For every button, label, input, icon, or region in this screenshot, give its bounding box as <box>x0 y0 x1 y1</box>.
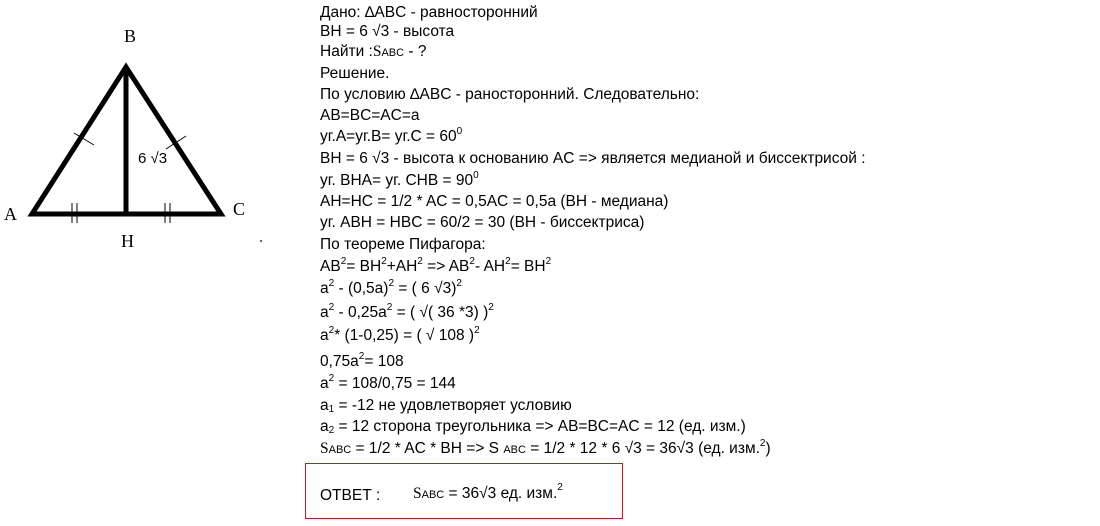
equation-2: $a^2 - 0,25a^2$ = ( √( 36 *3) )$^2$ <box>320 302 494 321</box>
bh-height-line: BH = 6 √3 - высота к основанию AC => является медианой и биссектрисой : <box>320 150 866 167</box>
pythagoras-heading: По теореме Пифагора: <box>320 236 486 253</box>
vertex-label-a: A <box>4 204 17 224</box>
area-line: SABC = 1/2 * AC * BH => S ABC = 1/2 * 12 * 6 √3 = 36√3 (ед. изм.$^2$) <box>320 438 771 457</box>
sides-equal-line: AB=BC=AC=a <box>320 107 420 124</box>
vertex-label-c: C <box>233 199 246 219</box>
equation-3: $a^2*$ (1-0,25) = ( √ 108 )$^2$ <box>320 325 480 344</box>
solution-heading: Решение. <box>320 65 390 82</box>
condition-line: По условию ∆ABC - раносторонний. Следовательно: <box>320 86 700 103</box>
root-2-line: $a_2 = 12$ сторона треугольника => AB=BC=AC = 12 (ед. изм.) <box>320 418 746 436</box>
median-line: AH=HC = 1/2 * AC = 0,5AC = 0,5a (BH - медиана) <box>320 193 669 210</box>
triangle-figure <box>0 0 300 260</box>
equation-1: $a^2 - (0,5a)^2$ = ( 6 √3)$^2$ <box>320 278 462 297</box>
find-line: Найти :SABC - ? <box>320 43 427 60</box>
root-1-line: $a_1 = -12$ не удовлетворяет условию <box>320 397 572 415</box>
stray-dot <box>260 240 262 242</box>
given-line: Дано: ∆ABC - равносторонний <box>320 4 538 21</box>
angles-line: $уг.A=уг.B= уг.C = 60^0$ <box>320 126 463 145</box>
pythagoras-equation: $AB^2= BH^2+AH^2 => AB^2-$ $AH^2= BH^2$ <box>320 256 552 275</box>
height-label: 6 √3 <box>138 150 168 167</box>
answer-formula: SABC = 36√3 ед. изм.$^2$ <box>413 482 563 502</box>
equation-5: $a^2 = 108/0,75 = 144$ <box>320 373 456 392</box>
equation-4: $0,75a^2= 108$ <box>320 351 404 370</box>
vertex-label-b: B <box>124 26 137 46</box>
vertex-label-h: H <box>121 231 134 251</box>
bh-line: BH = 6 √3 - высота <box>320 23 455 40</box>
right-angles-line: уг. BHA= уг. CHB = $90^0$ <box>320 170 479 189</box>
bisector-line: уг. ABH = HBC = 60/2 = 30 (BH - биссектриса) <box>320 214 645 231</box>
answer-label: ОТВЕТ : <box>320 487 381 504</box>
